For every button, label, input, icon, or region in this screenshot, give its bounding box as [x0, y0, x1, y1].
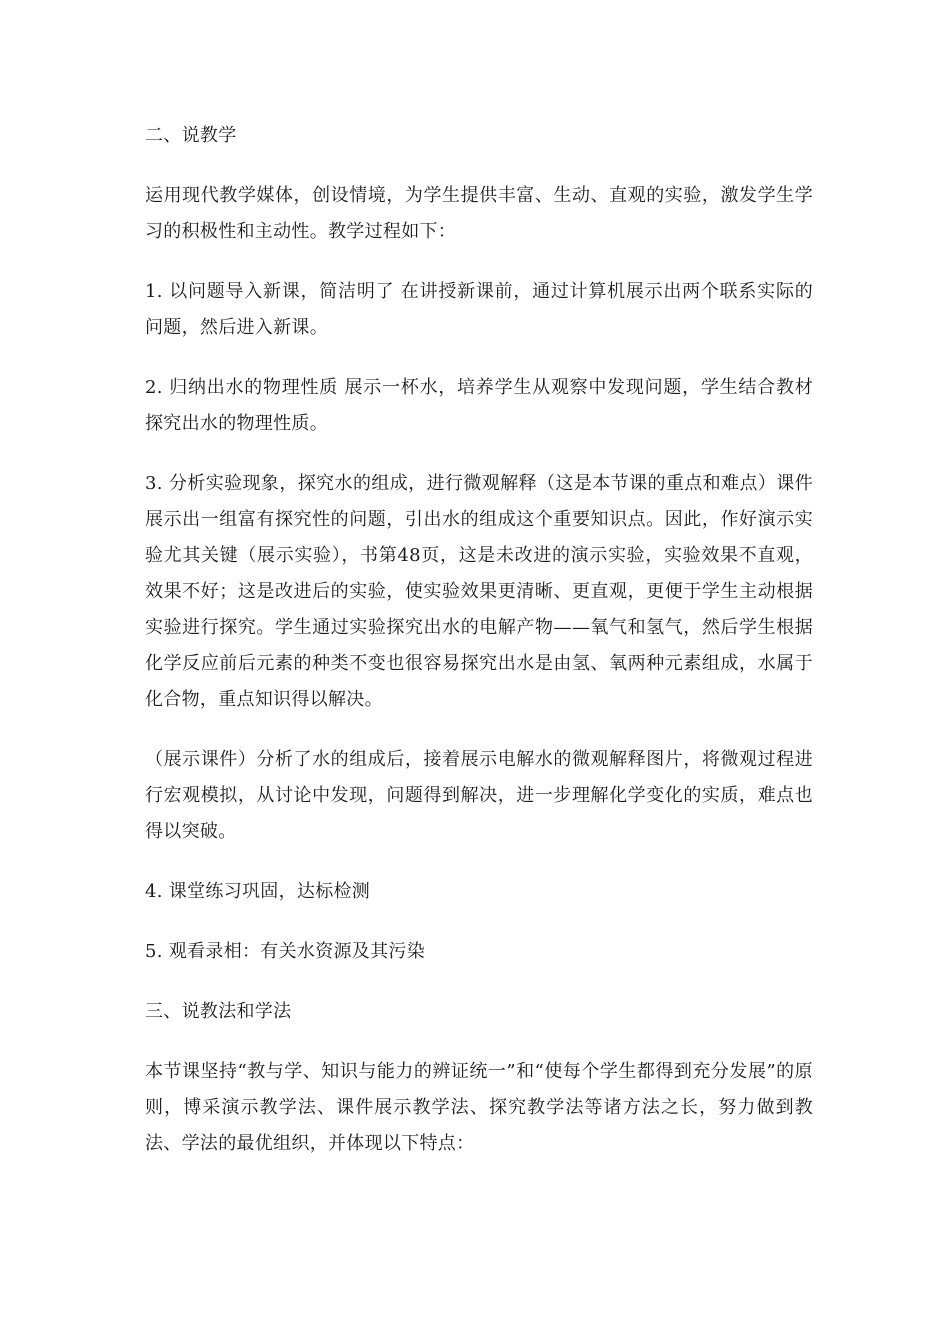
section-heading-methods: 三、说教法和学法 — [145, 1001, 292, 1022]
courseware-paragraph: （展示课件）分析了水的组成后，接着展示电解水的微观解释图片，将微观过程进行宏观模拟，从讨论中发现，问题得到解决，进一步理解化学变化的实质，难点也得以突破。 — [145, 749, 813, 842]
step-4-paragraph: 4. 课堂练习巩固，达标检测 — [145, 881, 371, 902]
intro-paragraph: 运用现代教学媒体，创设情境，为学生提供丰富、生动、直观的实验，激发学生学习的积极性和主动性。教学过程如下： — [145, 185, 813, 242]
methods-paragraph: 本节课坚持“教与学、知识与能力的辨证统一”和“使每个学生都得到充分发展”的原则，博采演示教学法、课件展示教学法、探究教学法等诸方法之长，努力做到教法、学法的最优组织，并体现以下特点： — [145, 1061, 813, 1154]
step-2-paragraph: 2. 归纳出水的物理性质 展示一杯水，培养学生从观察中发现问题，学生结合教材探究出水的物理性质。 — [145, 377, 813, 434]
document-body — [145, 118, 813, 1186]
section-heading-teaching: 二、说教学 — [145, 125, 237, 146]
step-1-paragraph: 1. 以问题导入新课，简洁明了 在讲授新课前，通过计算机展示出两个联系实际的问题，然后进入新课。 — [145, 281, 813, 338]
step-5-paragraph: 5. 观看录相：有关水资源及其污染 — [145, 941, 425, 962]
step-3-paragraph: 3. 分析实验现象，探究水的组成，进行微观解释（这是本节课的重点和难点）课件展示出一组富有探究性的问题，引出水的组成这个重要知识点。因此，作好演示实验尤其关键（展示实验），书第48页，这是未改进的演示实验，实验效果不直观，效果不好；这是改进后的实验，使实验效果更清晰、更直观，更便于学生主动根据实验进行探究。学生通过实验探究出水的电解产物——氧气和氢气，然后学生根据化学反应前后元素的种类不变也很容易探究出水是由氢、氧两种元素组成，水属于化合物，重点知识得以解决。 — [145, 473, 813, 710]
